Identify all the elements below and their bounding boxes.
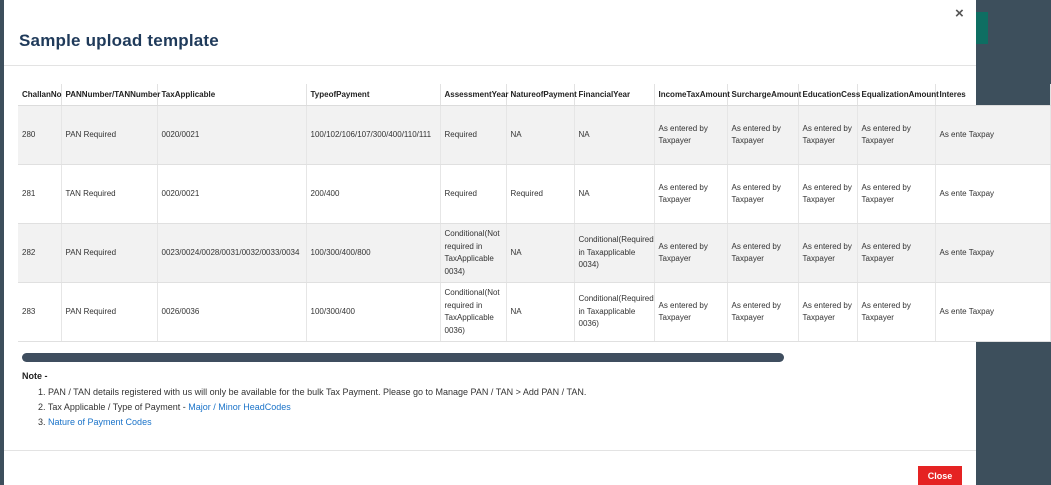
- table-cell: As entered by Taxpayer: [727, 106, 798, 165]
- table-cell: 100/102/106/107/300/400/110/111: [306, 106, 440, 165]
- column-header: TypeofPayment: [306, 84, 440, 106]
- table-cell: PAN Required: [61, 106, 157, 165]
- column-header: SurchargeAmount: [727, 84, 798, 106]
- note-item: [38, 415, 586, 430]
- table-cell: As ente Taxpay: [935, 165, 1050, 224]
- table-cell: As entered by Taxpayer: [727, 224, 798, 283]
- nature-of-payment-codes-link[interactable]: Nature of Payment Codes: [48, 417, 152, 427]
- table-cell: As ente Taxpay: [935, 224, 1050, 283]
- major-minor-headcodes-link[interactable]: Major / Minor HeadCodes: [188, 402, 291, 412]
- modal-title: Sample upload template: [19, 31, 219, 50]
- close-button[interactable]: Close: [918, 466, 962, 485]
- footer-divider: [4, 450, 976, 451]
- table-cell: Conditional(Not required in TaxApplicable 0036): [440, 283, 506, 342]
- table-cell: NA: [506, 106, 574, 165]
- table-cell: As entered by Taxpayer: [857, 224, 935, 283]
- table-cell: 200/400: [306, 165, 440, 224]
- upload-template-modal: [4, 0, 995, 485]
- table-cell: 280: [18, 106, 61, 165]
- table-cell: As entered by Taxpayer: [798, 283, 857, 342]
- horizontal-scrollbar[interactable]: [22, 353, 784, 362]
- header-divider: [4, 65, 976, 66]
- note-item-number: 3.: [38, 417, 49, 427]
- table-cell: TAN Required: [61, 165, 157, 224]
- note-item: [38, 400, 586, 415]
- template-table-container[interactable]: [18, 84, 995, 344]
- table-cell: As entered by Taxpayer: [857, 106, 935, 165]
- table-row: [18, 165, 1050, 224]
- table-cell: As ente Taxpay: [935, 283, 1050, 342]
- note-item: [38, 385, 586, 400]
- table-cell: PAN Required: [61, 283, 157, 342]
- background-accent: [976, 12, 988, 44]
- table-cell: As entered by Taxpayer: [727, 283, 798, 342]
- note-list: [38, 385, 586, 430]
- table-cell: As entered by Taxpayer: [798, 165, 857, 224]
- table-row: [18, 283, 1050, 342]
- table-cell: Required: [506, 165, 574, 224]
- template-table: [18, 84, 1051, 342]
- table-row: [18, 106, 1050, 165]
- table-cell: As ente Taxpay: [935, 106, 1050, 165]
- column-header: NatureofPayment: [506, 84, 574, 106]
- table-cell: As entered by Taxpayer: [727, 165, 798, 224]
- column-header: EqualizationAmount: [857, 84, 935, 106]
- table-cell: 100/300/400/800: [306, 224, 440, 283]
- table-cell: 100/300/400: [306, 283, 440, 342]
- table-cell: NA: [506, 224, 574, 283]
- note-item-text: 2. Tax Applicable / Type of Payment -: [38, 402, 189, 412]
- table-cell: 0023/0024/0028/0031/0032/0033/0034: [157, 224, 306, 283]
- column-header: IncomeTaxAmount: [654, 84, 727, 106]
- table-cell: As entered by Taxpayer: [857, 165, 935, 224]
- table-header-row: [18, 84, 1050, 106]
- table-cell: As entered by Taxpayer: [654, 165, 727, 224]
- column-header: TaxApplicable: [157, 84, 306, 106]
- table-cell: NA: [574, 165, 654, 224]
- table-cell: NA: [506, 283, 574, 342]
- table-cell: NA: [574, 106, 654, 165]
- table-cell: PAN Required: [61, 224, 157, 283]
- table-cell: Required: [440, 106, 506, 165]
- table-cell: Conditional(Not required in TaxApplicable 0034): [440, 224, 506, 283]
- table-cell: As entered by Taxpayer: [798, 106, 857, 165]
- table-cell: 0020/0021: [157, 106, 306, 165]
- table-cell: As entered by Taxpayer: [654, 283, 727, 342]
- column-header: AssessmentYear: [440, 84, 506, 106]
- note-title: Note -: [22, 371, 48, 381]
- table-cell: 0026/0036: [157, 283, 306, 342]
- note-item-text: 1. PAN / TAN details registered with us will only be available for the bulk Tax Payment. Please go to Manage PAN / TAN > Add PAN / TAN.: [38, 387, 587, 397]
- table-cell: 281: [18, 165, 61, 224]
- table-cell: As entered by Taxpayer: [857, 283, 935, 342]
- close-icon[interactable]: ×: [955, 5, 964, 22]
- column-header: ChallanNo: [18, 84, 61, 106]
- column-header: Interes: [935, 84, 1050, 106]
- table-cell: As entered by Taxpayer: [654, 106, 727, 165]
- table-cell: 282: [18, 224, 61, 283]
- table-cell: Conditional(Required in Taxapplicable 0036): [574, 283, 654, 342]
- table-cell: As entered by Taxpayer: [798, 224, 857, 283]
- table-cell: Required: [440, 165, 506, 224]
- column-header: FinancialYear: [574, 84, 654, 106]
- table-row: [18, 224, 1050, 283]
- table-cell: As entered by Taxpayer: [654, 224, 727, 283]
- column-header: PANNumber/TANNumber: [61, 84, 157, 106]
- column-header: EducationCess: [798, 84, 857, 106]
- table-cell: 283: [18, 283, 61, 342]
- table-cell: Conditional(Required in Taxapplicable 0034): [574, 224, 654, 283]
- table-cell: 0020/0021: [157, 165, 306, 224]
